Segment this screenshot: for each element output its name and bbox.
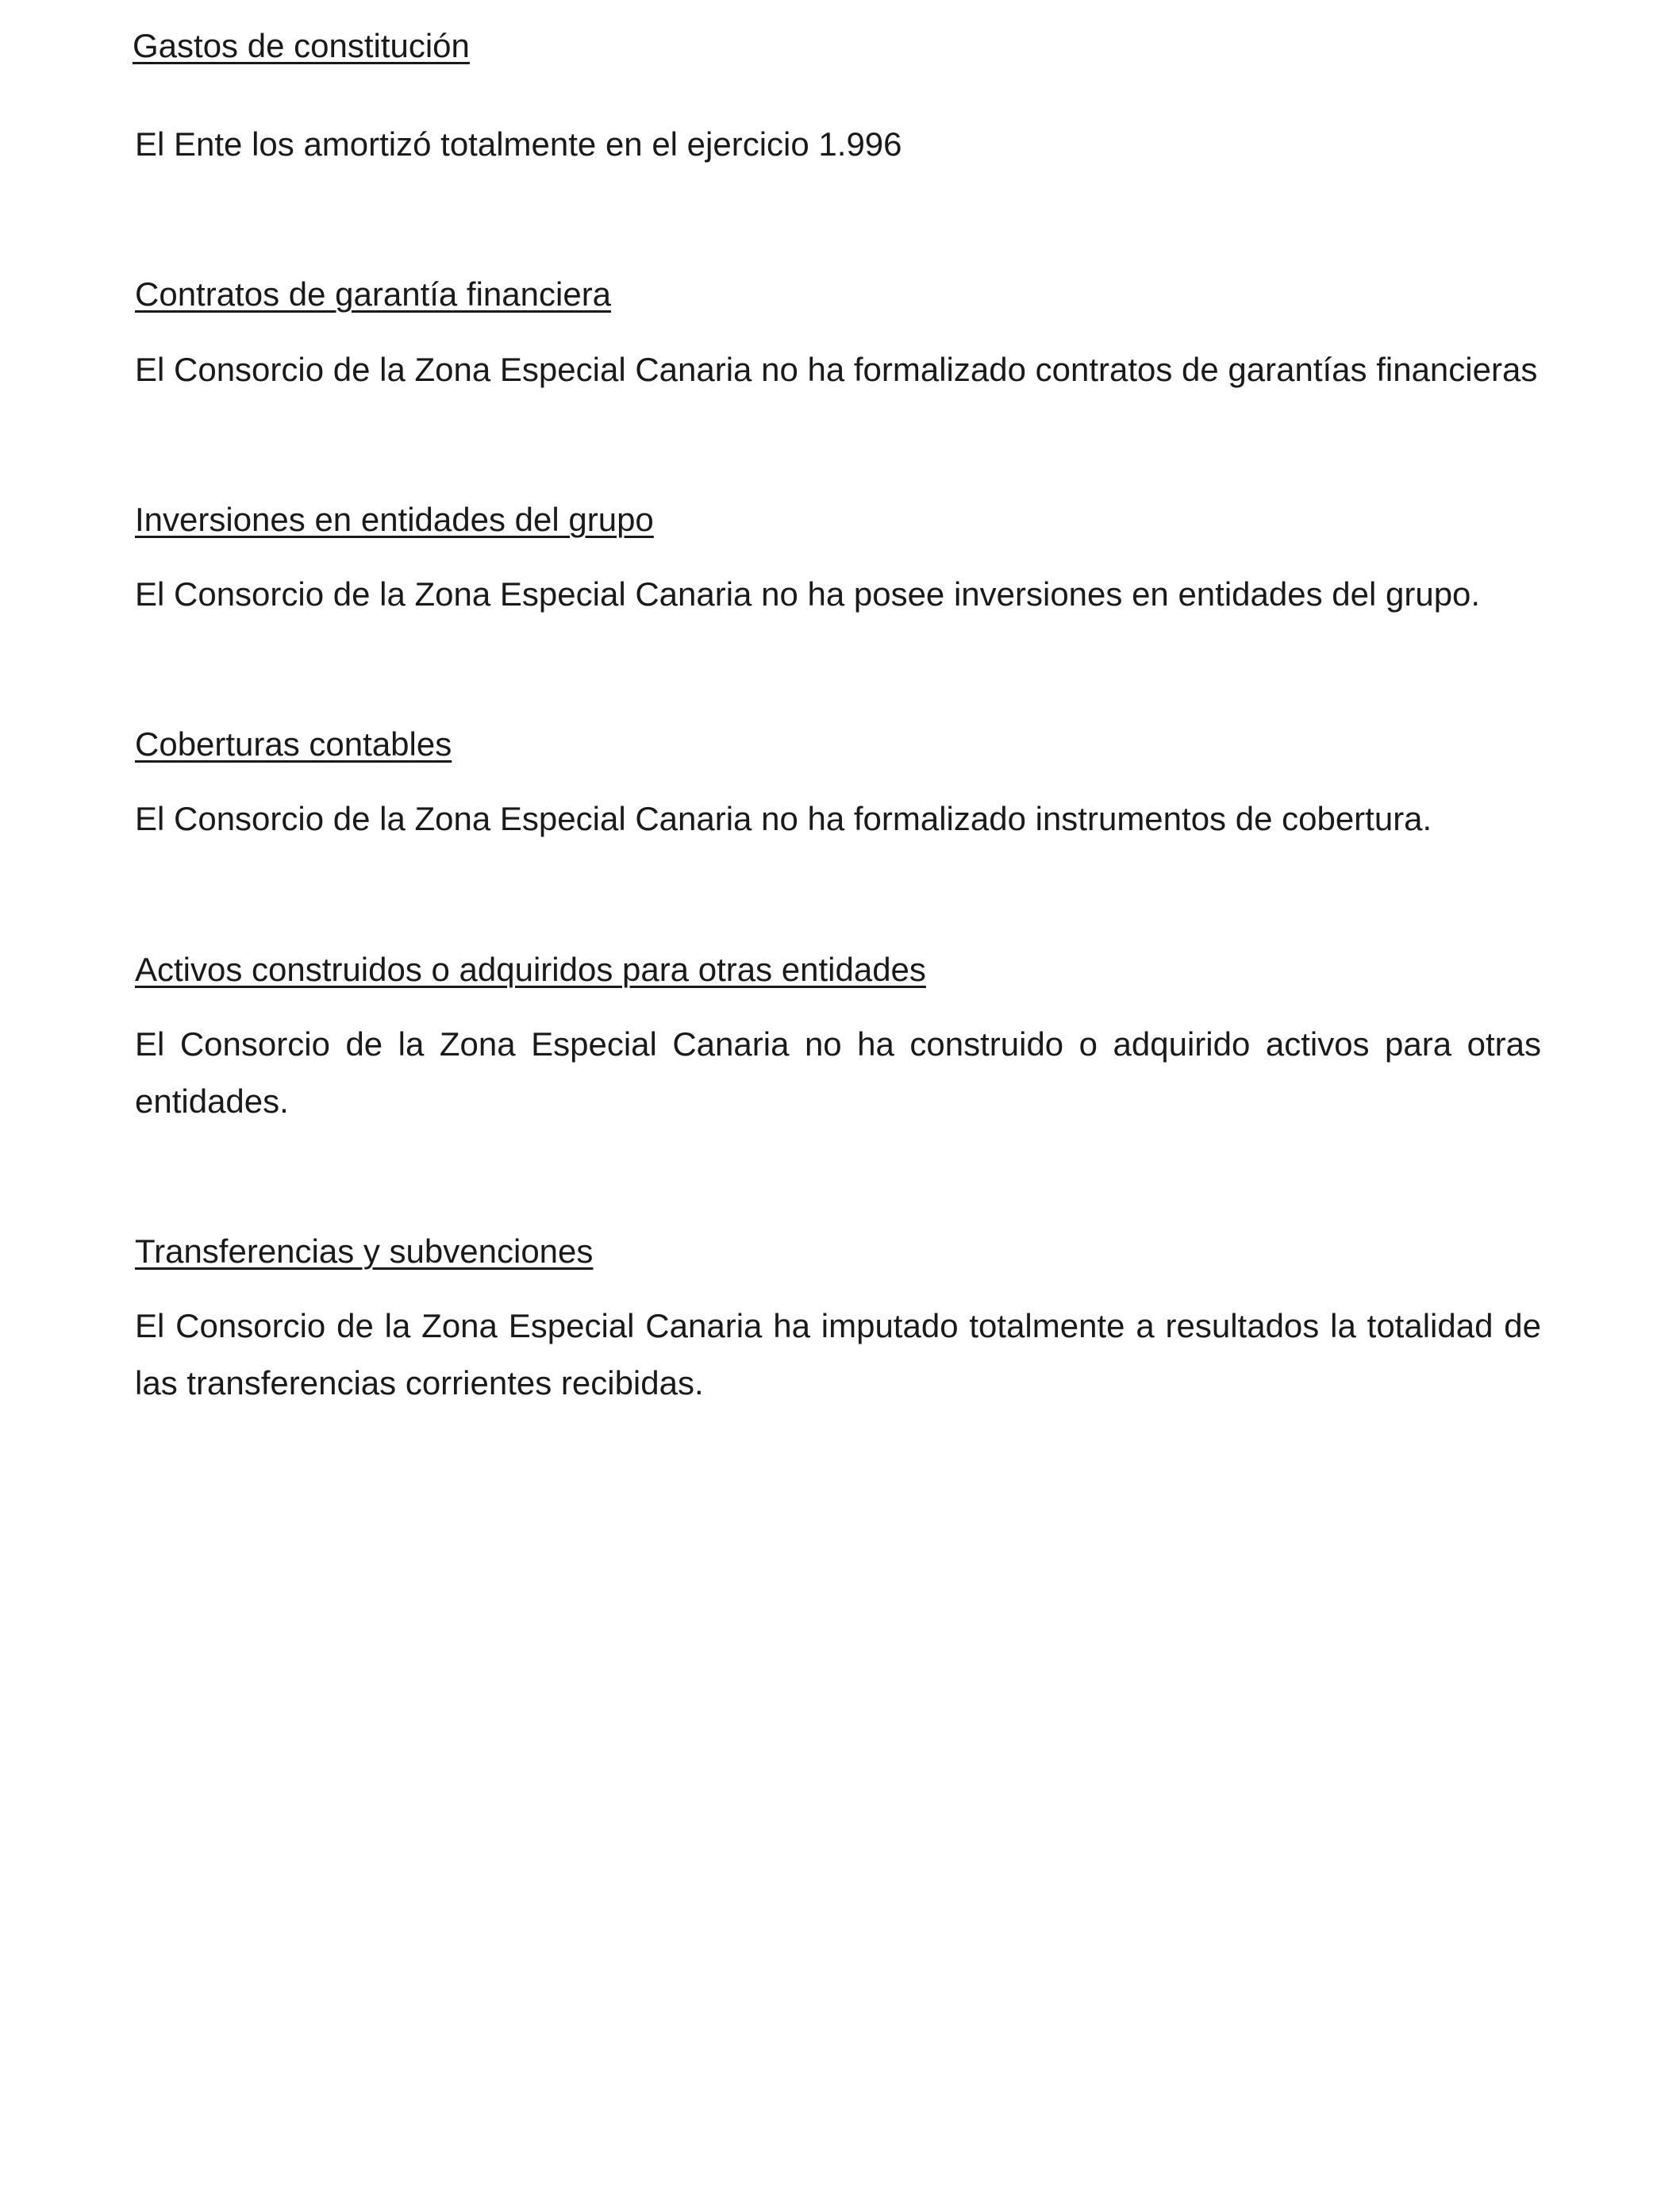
section-heading-inversiones-grupo: Inversiones en entidades del grupo: [135, 501, 654, 538]
section-text-contratos-garantia: El Consorcio de la Zona Especial Canaria no ha formalizado contratos de garantías financieras: [135, 351, 1538, 388]
section-heading-gastos-constitucion: Gastos de constitución: [133, 27, 470, 64]
section-text-activos-construidos: El Consorcio de la Zona Especial Canaria no ha construido o adquirido activos para otras entidades.: [135, 1025, 1541, 1120]
section-heading-activos-construidos: Activos construidos o adquiridos para otras entidades: [135, 951, 926, 988]
section-heading-transferencias: Transferencias y subvenciones: [135, 1232, 594, 1270]
section-heading-contratos-garantia: Contratos de garantía financiera: [135, 275, 612, 313]
section-text-transferencias: El Consorcio de la Zona Especial Canaria ha imputado totalmente a resultados la totalidad de las transferencias corrientes recibidas.: [135, 1307, 1541, 1401]
section-text-coberturas-contables: El Consorcio de la Zona Especial Canaria no ha formalizado instrumentos de cobertura.: [135, 800, 1432, 837]
section-text-gastos-constitucion: El Ente los amortizó totalmente en el ejercicio 1.996: [135, 125, 902, 163]
section-text-inversiones-grupo: El Consorcio de la Zona Especial Canaria no ha posee inversiones en entidades del grupo.: [135, 575, 1481, 613]
section-heading-coberturas-contables: Coberturas contables: [135, 725, 452, 763]
